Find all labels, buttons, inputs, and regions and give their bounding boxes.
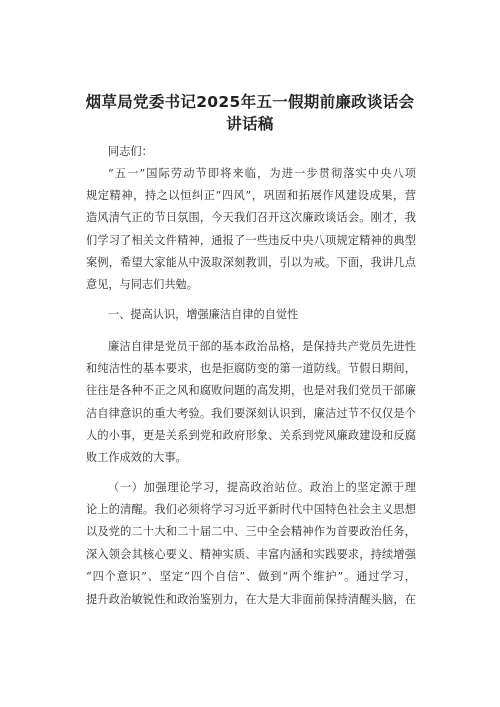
section-heading-1: 一、提高认识，增强廉洁自律的自觉性 (108, 308, 299, 321)
paragraph-3-line: （一）加强理论学习，提高政治站位。政治上的坚定源于理 (108, 481, 416, 494)
paragraph-1-line: 规定精神，持之以恒纠正“四风”，巩固和拓展作风建设成果，营 (86, 189, 416, 202)
paragraph-1-line: 们学习了相关文件精神，通报了一些违反中央八项规定精神的典型 (86, 234, 416, 247)
document-title-line-2: 讲话稿 (226, 115, 274, 133)
paragraph-3-line: 提升政治敏锐性和政治鉴别力，在大是大非面前保持清醒头脑，在 (86, 593, 416, 606)
paragraph-3-line: 深入领会其核心要义、精神实质、丰富内涵和实践要求，持续增强 (86, 548, 416, 561)
paragraph-2-line: 廉洁自律是党员干部的基本政治品格，是保持共产党员先进性 (108, 340, 416, 353)
paragraph-2-line: 洁自律意识的重大考验。我们要深刻认识到，廉洁过节不仅仅是个 (86, 407, 416, 420)
paragraph-3-line: 以及党的二十大和二十届二中、三中全会精神作为首要政治任务， (86, 525, 416, 538)
paragraph-2-line: 败工作成效的大事。 (86, 451, 187, 464)
salutation: 同志们： (108, 145, 153, 158)
paragraph-2-line: 和纯洁性的基本要求，也是拒腐防变的第一道防线。节假日期间， (86, 362, 416, 375)
paragraph-1-line: 造风清气正的节日氛围，今天我们召开这次廉政谈话会。刚才，我 (86, 211, 416, 224)
paragraph-2-line: 往往是各种不正之风和腐败问题的高发期，也是对我们党员干部廉 (86, 384, 416, 397)
paragraph-1-line: 意见，与同志们共勉。 (86, 278, 198, 291)
paragraph-1-line: 案例，希望大家能从中汲取深刻教训，引以为戒。下面，我讲几点 (86, 256, 416, 269)
paragraph-2-line: 人的小事，更是关系到党和政府形象、关系到党风廉政建设和反腐 (86, 429, 416, 442)
paragraph-1-line: “五一”国际劳动节即将来临，为进一步贯彻落实中央八项 (108, 167, 416, 180)
paragraph-3-line: “四个意识”、坚定“四个自信”、做到“两个维护”。通过学习， (86, 570, 416, 583)
document-title-line-1: 烟草局党委书记2025年五一假期前廉政谈话会 (85, 93, 415, 111)
paragraph-3-line: 论上的清醒。我们必须将学习习近平新时代中国特色社会主义思想 (86, 503, 416, 516)
